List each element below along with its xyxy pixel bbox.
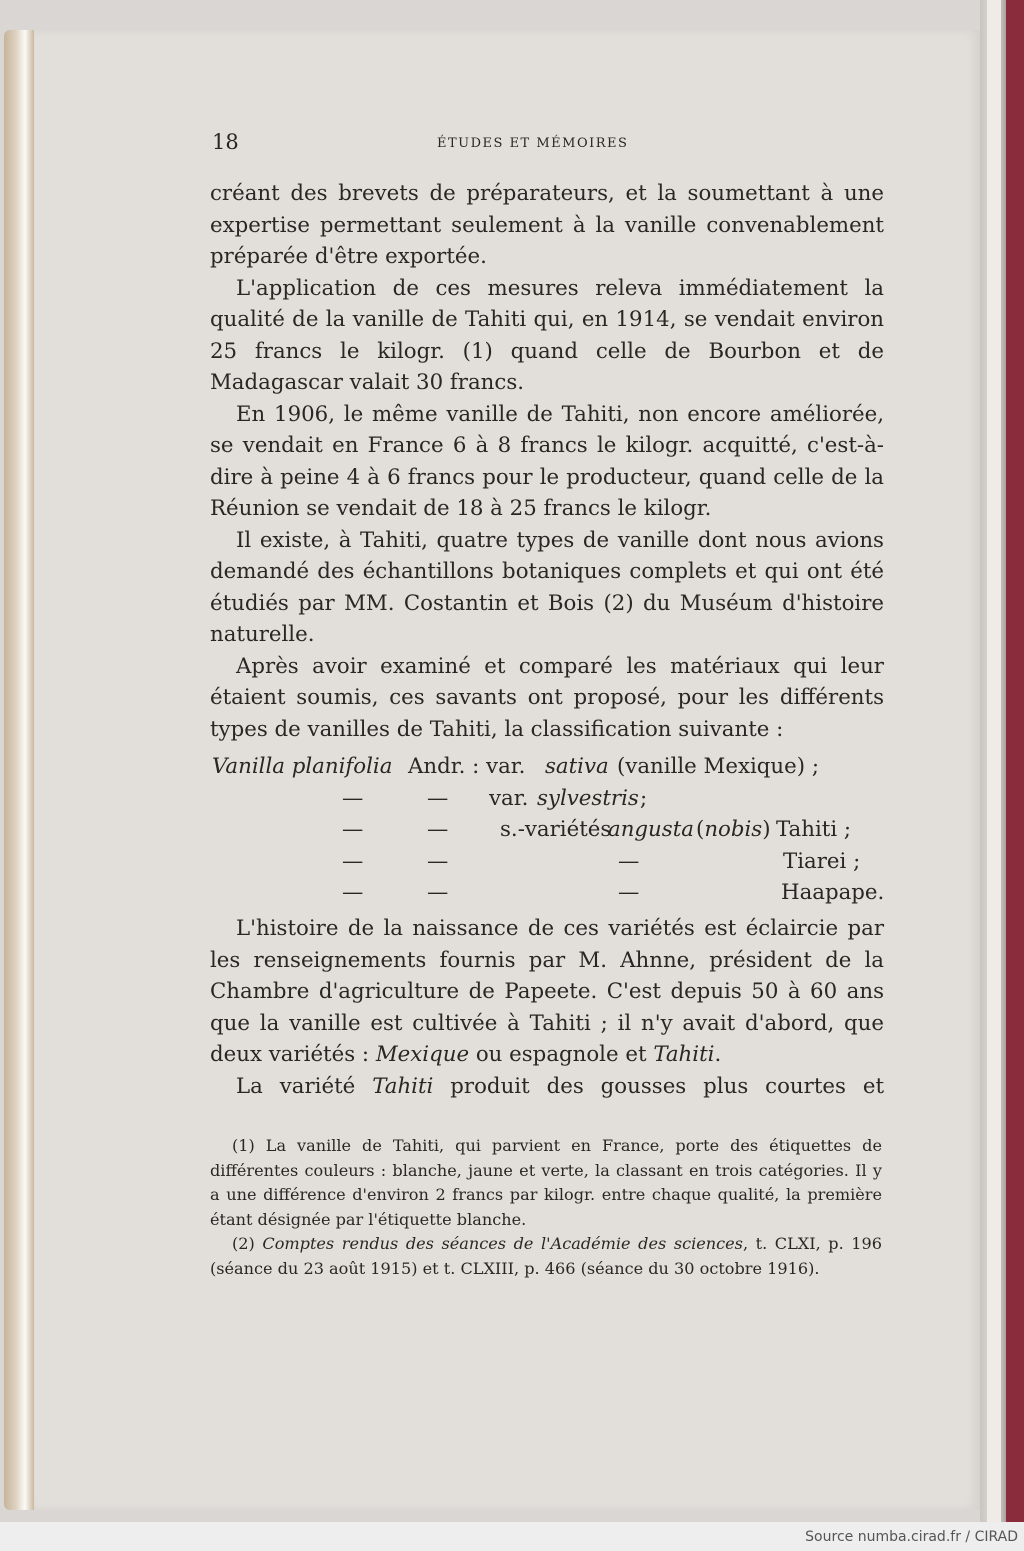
var-prefix: var. — [489, 785, 529, 811]
paragraph-2: L'application de ces mesures releva immédiatement la qualité de la vanille de Tahiti qui, en 1914, se vendait environ 25 francs le kilogr. (1) quand celle de Bourbon et de Madagascar valait 30 francs. — [210, 275, 884, 395]
subvariety-tahiti: Tahiti ; — [776, 817, 852, 842]
paragraph-7 — [210, 1071, 884, 1103]
ditto-dash: — — [618, 880, 640, 905]
body-text-continued — [210, 913, 884, 1102]
variety-tahiti: Tahiti — [653, 1042, 715, 1067]
paragraph-6-text: L'histoire de la naissance de ces variétés est éclaircie par les renseignements fournis par M. Ahnne, président de la Chambre d'agriculture de Papeete. C'est depuis 50 à 60 ans que la vanille est cultivée à Tahiti ; il n'y avait d'abord, que deux variétés : — [210, 916, 884, 1067]
variety-mexique: Mexique — [375, 1042, 470, 1067]
ditto-dash: — — [427, 880, 449, 905]
nobis-label: nobis — [704, 817, 763, 842]
classification-row-5 — [212, 877, 885, 909]
classification-row-2 — [212, 783, 882, 815]
paragraph-7-text-b: produit des gousses plus courtes et — [450, 1073, 884, 1099]
classification-row-4 — [212, 846, 882, 878]
variety-sylvestris: sylvestris — [537, 785, 639, 811]
paragraph-1: créant des brevets de préparateurs, et la soumettant à une expertise permettant seulement à la vanille convenablement préparée d'être exportée. — [210, 181, 884, 269]
page-edge-right — [987, 0, 1001, 1522]
paragraph-6-text-b: ou espagnole et — [475, 1042, 647, 1067]
classification-row-3: — — s.-variétés angusta (nobis) Tahiti ; — [212, 814, 882, 846]
footnote-2-marker: (2) — [232, 1234, 255, 1253]
subvariety-angusta: angusta — [608, 817, 694, 842]
footnote-2 — [210, 1232, 882, 1281]
body-text — [210, 178, 884, 745]
ditto-dash: — — [427, 817, 449, 842]
var-suffix: ; — [640, 785, 648, 811]
source-credit: Source numba.cirad.fr / CIRAD — [805, 1529, 1018, 1545]
variety-tahiti: Tahiti — [372, 1073, 434, 1099]
variety-sativa: sativa — [545, 754, 609, 779]
ditto-dash: — — [342, 817, 364, 842]
classification-row-1 — [212, 751, 882, 783]
ditto-dash: — — [427, 785, 449, 811]
footnote-1: (1) La vanille de Tahiti, qui parvient en France, porte des étiquettes de différentes couleurs : blanche, jaune et verte, la classant en trois catégories. Il y a une différence d'environ 2 francs par kilogr. entre chaque qualité, la première étant désignée par l'étiquette blanche. — [210, 1136, 882, 1229]
ditto-dash: — — [427, 848, 449, 874]
paragraph-4: Il existe, à Tahiti, quatre types de vanille dont nous avions demandé des échantillons botaniques complets et qui ont été étudiés par MM. Costantin et Bois (2) du Muséum d'histoire naturelle. — [210, 527, 884, 647]
paragraph-3: En 1906, le même vanille de Tahiti, non encore améliorée, se vendait en France 6 à 8 francs le kilogr. acquitté, c'est-à-dire à peine 4 à 6 francs pour le producteur, quand celle de la Réunion se vendait de 18 à 25 francs le kilogr. — [210, 401, 884, 521]
classification-list — [212, 751, 885, 909]
ditto-dash: — — [342, 880, 364, 905]
subvariety-tiarei: Tiarei ; — [783, 848, 861, 874]
page-number: 18 — [212, 130, 239, 154]
footnotes — [210, 1134, 882, 1281]
paragraph-7-text: La variété — [236, 1073, 356, 1099]
running-title: ÉTUDES ET MÉMOIRES — [437, 136, 629, 151]
page-header — [212, 130, 882, 160]
book-cover-binding — [1006, 0, 1024, 1522]
author-text: Andr. : var. — [408, 754, 526, 779]
subvariety-prefix: s.-variétés — [500, 817, 612, 842]
subvariety-haapape: Haapape. — [781, 880, 885, 905]
genus-name: Vanilla planifolia — [212, 754, 393, 779]
ditto-dash: — — [618, 848, 640, 874]
footnote-2-title: Comptes rendus des séances de l'Académie des sciences — [262, 1234, 743, 1253]
paragraph-5: Après avoir examiné et comparé les matériaux qui leur étaient soumis, ces savants ont proposé, pour les différents types de vanilles de Tahiti, la classification suivante : — [210, 653, 884, 742]
book-edge-left — [4, 30, 34, 1510]
footnote-2-text: , t. CLXI, p. 196 (séance du 23 août 1915) et t. CLXIII, p. 466 (séance du 30 octobre 1916). — [210, 1234, 883, 1278]
paragraph-6-end: . — [714, 1042, 722, 1067]
variety-sativa-note: (vanille Mexique) ; — [617, 754, 819, 779]
ditto-dash: — — [342, 848, 364, 874]
paragraph-6 — [210, 913, 884, 1071]
ditto-dash: — — [342, 785, 364, 811]
